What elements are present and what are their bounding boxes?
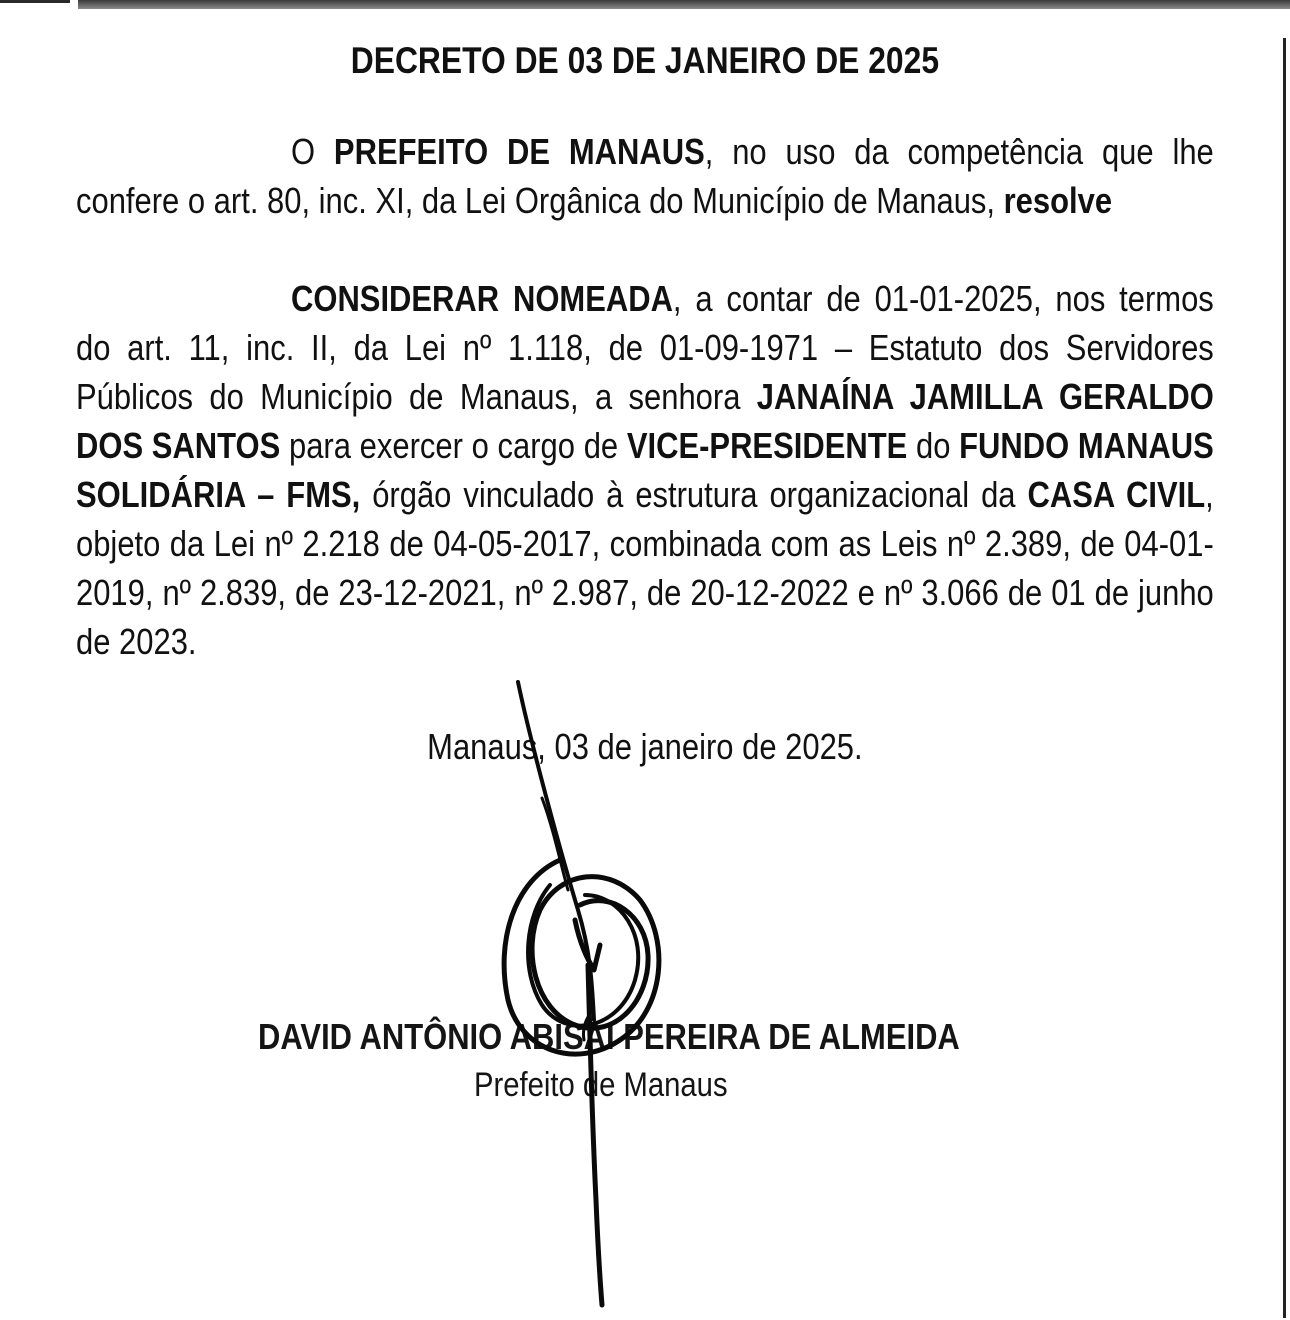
body-text-4: órgão vinculado à estrutura organizacional da [360,474,1028,515]
signatory-name: DAVID ANTÔNIO ABISAI PEREIRA DE ALMEIDA [258,1016,960,1057]
body-department: CASA CIVIL [1027,474,1206,515]
body-text-5: , objeto da Lei nº 2.218 de 04-05-2017, combinada com as Leis nº 2.389, de 04-01-2019, nº 2.839, de 23-12-2021, nº 2.987, de 20-12-2022 e nº 3.066 de 01 de junho de 2023. [76,474,1214,662]
preamble-intro: O [291,131,334,172]
preamble-resolve: resolve [1003,180,1113,221]
body-paragraph [76,274,1214,666]
top-border-left [0,0,70,3]
preamble-authority: PREFEITO DE MANAUS [333,131,705,172]
decree-title: DECRETO DE 03 DE JANEIRO DE 2025 [350,40,940,81]
body-entity: FUNDO MANAUS SOLIDÁRIA – FMS, [76,425,1214,515]
body-action: CONSIDERAR NOMEADA [291,278,673,319]
body-text-3: do [907,425,960,466]
top-border [78,0,1290,9]
preamble-paragraph [76,127,1214,225]
body-position: VICE-PRESIDENTE [626,425,908,466]
body-text-1: , a contar de 01-01-2025, nos termos do art. 11, inc. II, da Lei nº 1.118, de 01-09-1971 – Estatuto dos Servidores Públicos do Município de Manaus, a senhora [76,278,1214,417]
place-date: Manaus, 03 de janeiro de 2025. [427,726,863,767]
body-text-2: para exercer o cargo de [280,425,627,466]
right-border [1283,38,1286,1318]
signatory-role: Prefeito de Manaus [474,1066,728,1104]
handwritten-signature [480,680,700,1320]
preamble-text: , no uso da competência que lhe confere o art. 80, inc. XI, da Lei Orgânica do Município de Manaus, [76,131,1214,221]
body-appointee: JANAÍNA JAMILLA GERALDO DOS SANTOS [76,376,1214,466]
